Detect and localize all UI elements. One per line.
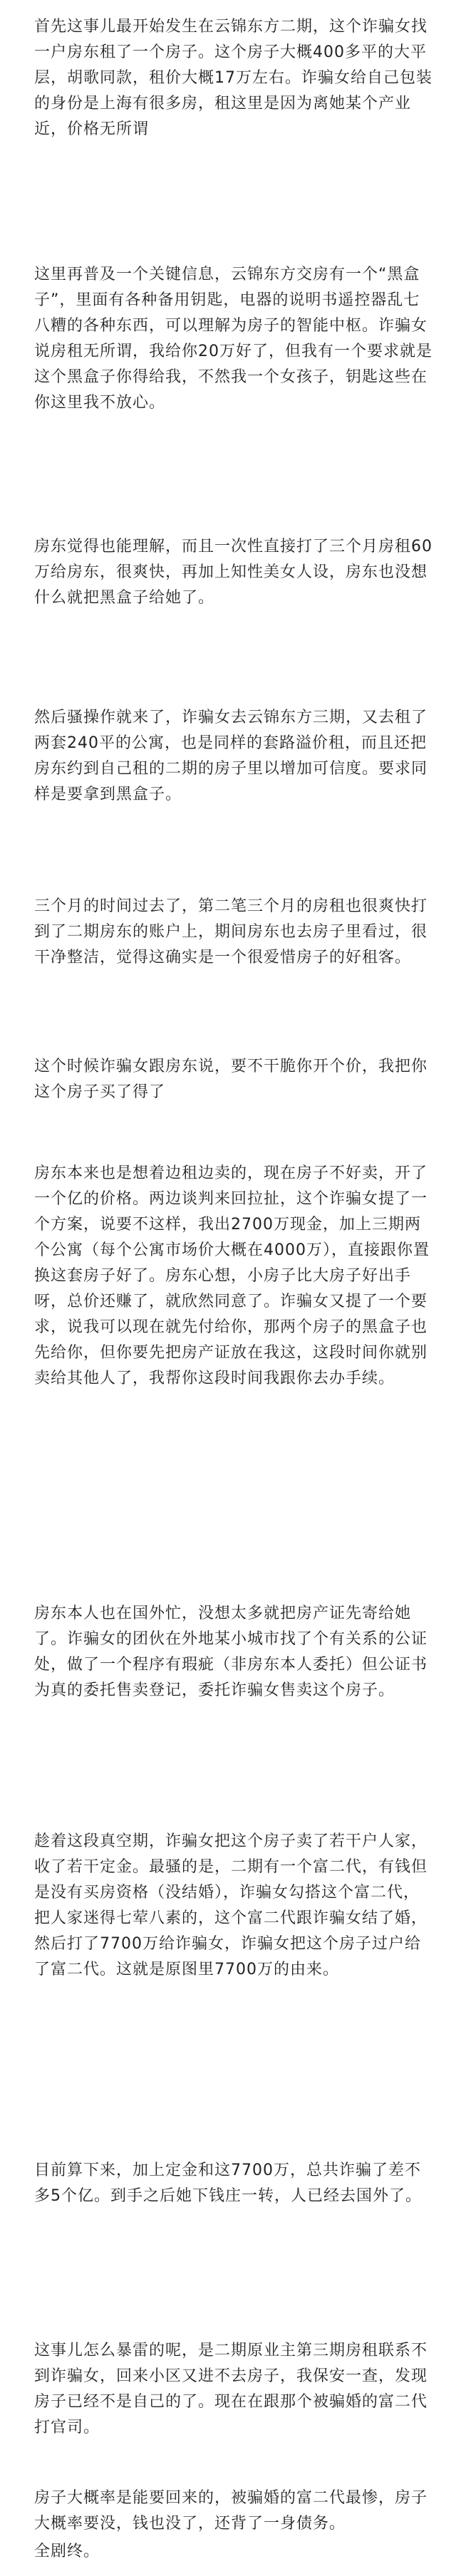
paragraph: 趁着这段真空期，诈骗女把这个房子卖了若干户人家，收了若干定金。最骚的是，二期有一个富二代，有钱但是没有买房资格（没结婚），诈骗女勾搭这个富二代，把人家迷得七荤八素的，这个富二代跟诈骗女结了婚，然后打了7700万给诈骗女，诈骗女把这个房子过户给了富二代。这就是原图里7700万的由来。 — [34, 1832, 428, 1978]
paragraph: 房子大概率是能要回来的，被骗婚的富二代最惨，房子大概率要没，钱也没了，还背了一身债务。 — [34, 2489, 428, 2533]
paragraph: 房东觉得也能理解，而且一次性直接打了三个月房租60万给房东，很爽快，再加上知性美女人设，房东也没想什么就把黑盒子给她了。 — [34, 538, 432, 607]
paragraph: 目前算下来，加上定金和这7700万，总共诈骗了差不多5个亿。到手之后她下钱庄一转，人已经去国外了。 — [34, 2162, 422, 2205]
paragraph: 这个时候诈骗女跟房东说，要不干脆你开个价，我把你这个房子买了得了 — [34, 1058, 428, 1101]
paragraph: 这事儿怎么暴雷的呢，是二期原业主第三期房租联系不到诈骗女，回来小区又进不去房子，我保安一查，发现房子已经不是自己的了。现在在跟那个被骗婚的富二代打官司。 — [34, 2342, 428, 2436]
closing-line: 全剧终。 — [34, 2543, 100, 2560]
paragraph: 三个月的时间过去了，第二笔三个月的房租也很爽快打到了二期房东的账户上，期间房东也去房子里看过，很干净整洁，觉得这确实是一个很爱惜房子的好租客。 — [34, 897, 428, 966]
paragraph: 然后骚操作就来了，诈骗女去云锦东方三期，又去租了两套240平的公寓，也是同样的套路溢价租，而且还把房东约到自己租的二期的房子里以增加可信度。要求同样是要拿到黑盒子。 — [34, 709, 428, 803]
paragraph: 房东本人也在国外忙，没想太多就把房产证先寄给她了。诈骗女的团伙在外地某小城市找了个有关系的公证处，做了一个程序有瑕疵（非房东本人委托）但公证书为真的委托售卖登记，委托诈骗女售卖这个房子。 — [34, 1605, 428, 1699]
paragraph: 房东本来也是想着边租边卖的，现在房子不好卖，开了一个亿的价格。两边谈判来回拉扯，这个诈骗女提了一个方案，说要不这样，我出2700万现金，加上三期两个公寓（每个公寓市场价大概在4000万），直接跟你置换这套房子好了。房东心想，小房子比大房子好出手呀，总价还赚了，就欣然同意了。诈骗女又提了一个要求，说我可以现在就先付给你，那两个房子的黑盒子也先给你，但你要先把房产证放在我这，这段时间你就别卖给其他人了，我帮你这段时间我跟你去办手续。 — [34, 1164, 430, 1387]
paragraph: 首先这事儿最开始发生在云锦东方二期，这个诈骗女找一户房东租了一个房子。这个房子大概400多平的大平层，胡歌同款，租价大概17万左右。诈骗女给自己包装的身份是上海有很多房，租这里是因为离她某个产业近，价格无所谓 — [34, 18, 432, 138]
paragraph: 这里再普及一个关键信息，云锦东方交房有一个“黑盒子”，里面有各种备用钥匙，电器的说明书遥控器乱七八糟的各种东西，可以理解为房子的智能中枢。诈骗女说房租无所谓，我给你20万好了，但我有一个要求就是这个黑盒子你得给我，不然我一个女孩子，钥匙这些在你这里我不放心。 — [34, 266, 432, 412]
